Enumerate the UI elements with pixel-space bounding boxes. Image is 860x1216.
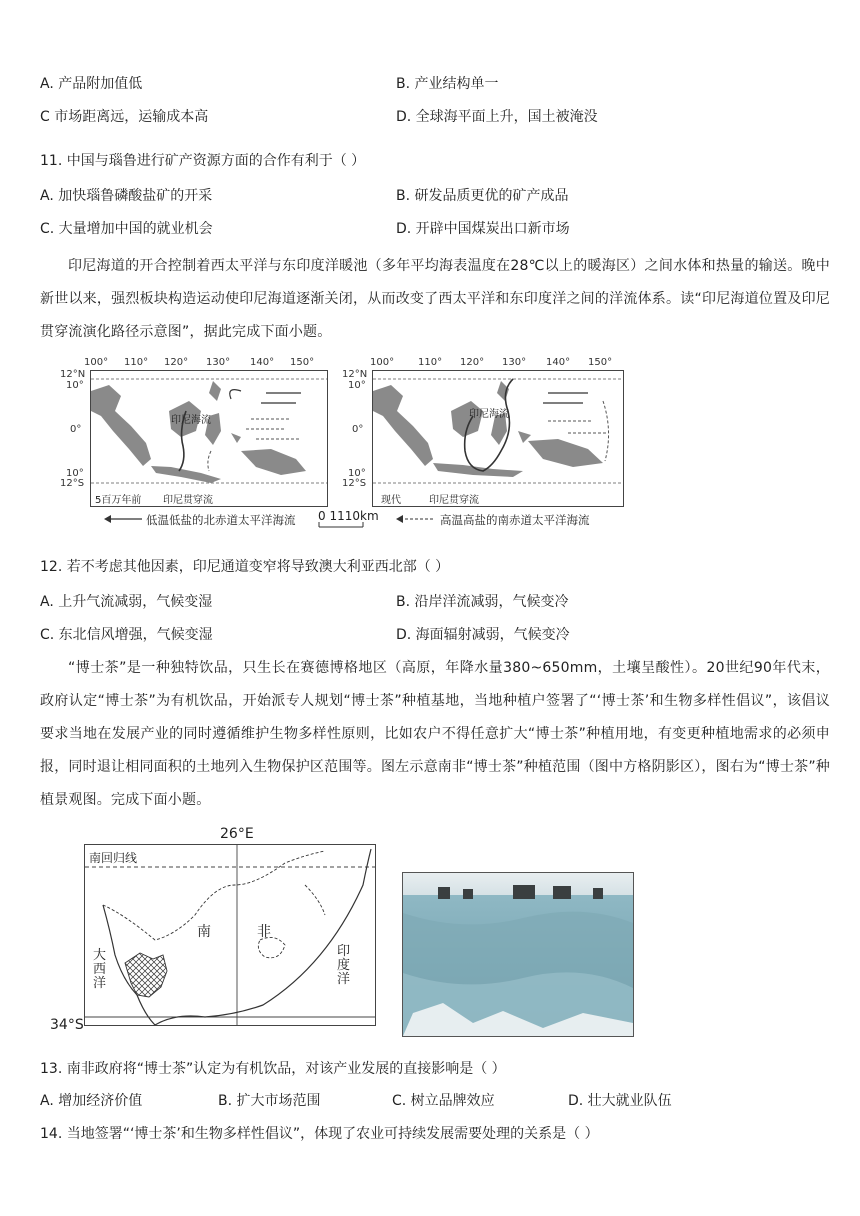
- landscape-photo-svg: [403, 873, 633, 1036]
- legend-solid-arrow: [104, 514, 144, 524]
- map2-lon-label: 26°E: [220, 826, 254, 842]
- legend-dashed-arrow: [396, 514, 436, 524]
- map-right-lon-120: 120°: [460, 357, 485, 368]
- map-right-lat-12n: 12°N: [342, 369, 368, 380]
- map-left-lat-10s: 10°: [66, 468, 84, 479]
- q13-option-c: C. 树立品牌效应: [392, 1093, 495, 1109]
- q13-option-a: A. 增加经济价值: [40, 1093, 143, 1109]
- map-left-lon-150: 150°: [290, 357, 315, 368]
- q12-stem: 12. 若不考虑其他因素，印尼通道变窄将导致澳大利亚西北部（ ）: [40, 559, 450, 575]
- passage-rooibos-tea: “博士茶”是一种独特饮品，只生长在赛德博格地区（高原，年降水量380~650mm，土壤呈酸性）。20世纪90年代末，政府认定“博士茶”为有机饮品，开始派专人规划“博士茶”种植基地，当地种植户签署了“‘博士茶’和生物多样性倡议”，该倡议要求当地在发展产业的同时遵循维护生物多样性原则，比如农户不得任意扩大“博士茶”种植用地，有变更种植地需求的必须申报，同时退让相同面积的土地列入生物保护区范围等。图左示意南非“博士茶”种植范围（图中方格阴影区），图右为“博士茶”种植景观图。完成下面小题。: [40, 660, 830, 808]
- map-right-lat-12s: 12°S: [342, 478, 367, 489]
- map-right-flow-label: 印尼贯穿流: [429, 495, 479, 506]
- map-right-lat-0: 0°: [352, 424, 364, 435]
- q10-option-a: A. 产品附加值低: [40, 76, 143, 92]
- rooibos-landscape-photo: [402, 872, 634, 1037]
- map-south-africa: [84, 844, 376, 1026]
- map-present-day: [372, 370, 624, 507]
- map-left-lat-10n: 10°: [66, 380, 84, 391]
- map2-south-label: 南: [197, 924, 211, 940]
- map-right-lon-130: 130°: [502, 357, 527, 368]
- map2-tropic-label: 南回归线: [89, 851, 138, 865]
- map-left-strait-label: 印尼海流: [171, 415, 211, 426]
- map-left-svg: [91, 371, 327, 506]
- map-left-lon-100: 100°: [84, 357, 109, 368]
- map-left-lat-0: 0°: [70, 424, 82, 435]
- q11-option-c: C. 大量增加中国的就业机会: [40, 221, 213, 237]
- q11-stem: 11. 中国与瑙鲁进行矿产资源方面的合作有利于（ ）: [40, 153, 366, 169]
- map-left-lon-130: 130°: [206, 357, 231, 368]
- legend-solid-label: 低温低盐的北赤道太平洋海流: [146, 513, 296, 527]
- map2-africa-label: 非: [257, 924, 271, 940]
- map-right-lon-100: 100°: [370, 357, 395, 368]
- passage-indonesian-seaway: 印尼海道的开合控制着西太平洋与东印度洋暖池（多年平均海表温度在28℃以上的暖海区）之间水体和热量的输送。晚中新世以来，强烈板块构造运动使印尼海道逐渐关闭，从而改变了西太平洋和东印度洋之间的洋流体系。读“印尼海道位置及印尼贯穿流演化路径示意图”，据此完成下面小题。: [40, 258, 830, 340]
- map-left-lon-120: 120°: [164, 357, 189, 368]
- map-right-strait-label: 印尼海流: [469, 409, 509, 420]
- q12-option-b: B. 沿岸洋流减弱，气候变冷: [396, 594, 569, 610]
- q13-option-b: B. 扩大市场范围: [218, 1093, 321, 1109]
- map2-indian-label: 印度洋: [337, 944, 351, 987]
- map-south-africa-svg: [85, 845, 375, 1025]
- map2-atlantic-label: 大西洋: [93, 948, 107, 991]
- map2-lat-label: 34°S: [50, 1017, 84, 1033]
- q13-stem: 13. 南非政府将“博士茶”认定为有机饮品，对该产业发展的直接影响是（ ）: [40, 1061, 506, 1077]
- map-right-period-label: 现代: [381, 495, 401, 506]
- legend-scale: 0 1110km: [318, 509, 379, 523]
- q11-option-b: B. 研发品质更优的矿产成品: [396, 188, 569, 204]
- map-left-period-label: 5百万年前: [95, 495, 142, 506]
- q12-option-d: D. 海面辐射减弱，气候变冷: [396, 627, 570, 643]
- map-left-lat-12n: 12°N: [60, 369, 86, 380]
- map-left-lat-12s: 12°S: [60, 478, 85, 489]
- map-right-lon-150: 150°: [588, 357, 613, 368]
- q10-option-c: C 市场距离远，运输成本高: [40, 109, 209, 125]
- map-right-lat-10s: 10°: [348, 468, 366, 479]
- map-right-lon-110: 110°: [418, 357, 443, 368]
- q10-option-d: D. 全球海平面上升，国土被淹没: [396, 109, 598, 125]
- map-5-million-years-ago: [90, 370, 328, 507]
- map-right-lon-140: 140°: [546, 357, 571, 368]
- q12-option-c: C. 东北信风增强，气候变湿: [40, 627, 213, 643]
- map-left-flow-label: 印尼贯穿流: [163, 495, 213, 506]
- map-left-lon-140: 140°: [250, 357, 275, 368]
- map-left-lon-110: 110°: [124, 357, 149, 368]
- q13-option-d: D. 壮大就业队伍: [568, 1093, 672, 1109]
- q14-stem: 14. 当地签署“‘博士茶’和生物多样性倡议”，体现了农业可持续发展需要处理的关系是（ ）: [40, 1126, 599, 1142]
- q11-option-d: D. 开辟中国煤炭出口新市场: [396, 221, 570, 237]
- map-right-lat-10n: 10°: [348, 380, 366, 391]
- q11-option-a: A. 加快瑙鲁磷酸盐矿的开采: [40, 188, 213, 204]
- q12-option-a: A. 上升气流减弱，气候变湿: [40, 594, 213, 610]
- legend-dashed-label: 高温高盐的南赤道太平洋海流: [440, 513, 590, 527]
- legend-scale-bar: [318, 522, 364, 528]
- map-right-svg: [373, 371, 623, 506]
- q10-option-b: B. 产业结构单一: [396, 76, 499, 92]
